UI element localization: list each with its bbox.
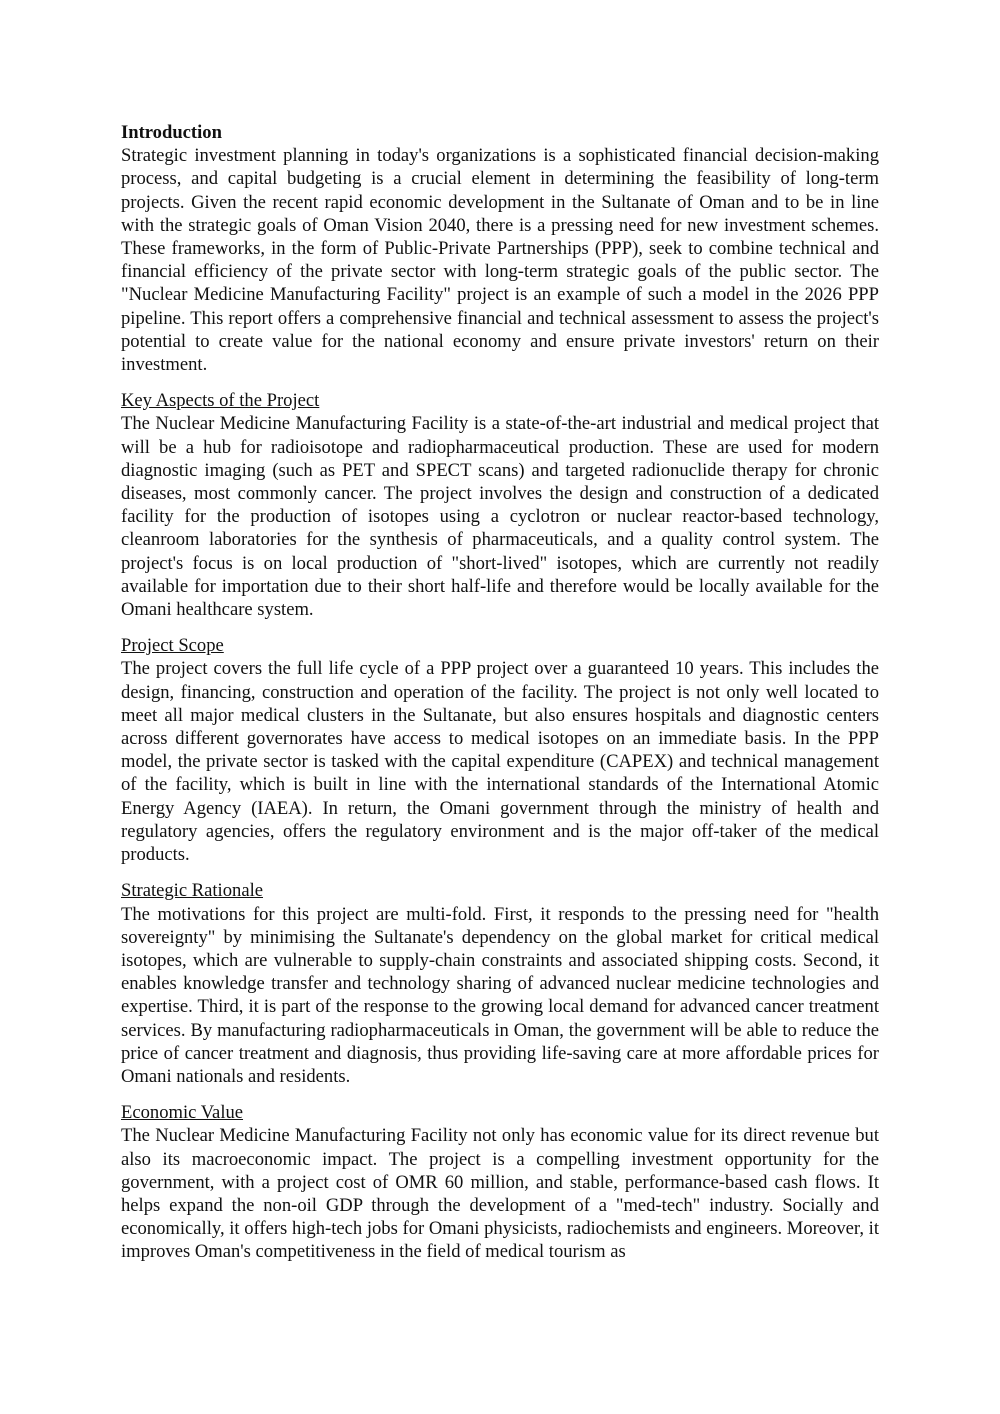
section-key-aspects [121,389,879,621]
intro-paragraph: Strategic investment planning in today's organizations is a sophisticated financial decision-making process, and capital budgeting is a crucial element in determining the feasibility of long-term projects. Given the recent rapid economic development in the Sultanate of Oman and to be in line with the strategic goals of Oman Vision 2040, there is a pressing need for new investment schemes. These frameworks, in the form of Public-Private Partnerships (PPP), seek to combine technical and financial efficiency of the private sector with long-term strategic goals of the public sector. The "Nuclear Medicine Manufacturing Facility" project is an example of such a model in the 2026 PPP pipeline. This report offers a comprehensive financial and technical assessment to assess the project's potential to create value for the national economy and ensure private investors' return on their investment. [121,145,879,376]
section-heading: Strategic Rationale [121,880,263,902]
section-paragraph: The motivations for this project are multi-fold. First, it responds to the pressing need for "health sovereignty" by minimising the Sultanate's dependency on the global market for critical medical isotopes, which are vulnerable to supply-chain constraints and associated shipping costs. Second, it enables knowledge transfer and technology sharing of advanced nuclear medicine technologies and expertise. Third, it is part of the response to the growing local demand for advanced cancer treatment services. By manufacturing radiopharmaceuticals in Oman, the government will be able to reduce the price of cancer treatment and diagnosis, thus providing life-saving care at more affordable prices for Omani nationals and residents. [121,903,879,1087]
section-paragraph: The Nuclear Medicine Manufacturing Facility not only has economic value for its direct revenue but also its macroeconomic impact. The project is a compelling investment opportunity for the government, with a project cost of OMR 60 million, and stable, performance-based cash flows. It helps expand the non-oil GDP through the development of a "med-tech" industry. Socially and economically, it offers high-tech jobs for Omani physicists, radiochemists and engineers. Moreover, it improves Oman's competitiveness in the field of medical tourism as [121,1125,879,1263]
section-heading: Economic Value [121,1102,244,1124]
section-strategic-rationale [121,879,879,1088]
document-page [121,121,879,1277]
section-heading: Key Aspects of the Project [121,390,320,412]
document-title: Introduction [121,122,222,143]
section-economic-value [121,1101,879,1263]
section-project-scope [121,634,879,866]
section-heading: Project Scope [121,635,224,657]
section-paragraph: The Nuclear Medicine Manufacturing Facility is a state-of-the-art industrial and medical project that will be a hub for radioisotope and radiopharmaceutical production. These are used for modern diagnostic imaging (such as PET and SPECT scans) and targeted radionuclide therapy for chronic diseases, most commonly cancer. The project involves the design and construction of a dedicated facility for the production of isotopes using a cyclotron or nuclear reactor-based technology, cleanroom laboratories for the synthesis of pharmaceuticals, and a quality control system. The project's focus is on local production of "short-lived" isotopes, which are currently not readily available for importation due to their short half-life and therefore would be locally available for the Omani healthcare system. [121,413,879,621]
section-paragraph: The project covers the full life cycle of a PPP project over a guaranteed 10 years. This includes the design, financing, construction and operation of the facility. The project is not only well located to meet all major medical clusters in the Sultanate, but also ensures hospitals and diagnostic centers across different governorates have access to medical isotopes on an immediate basis. In the PPP model, the private sector is tasked with the capital expenditure (CAPEX) and technical management of the facility, which is built in line with the international standards of the International Atomic Energy Agency (IAEA). In return, the Omani government through the ministry of health and regulatory agencies, offers the regulatory environment and is the major off-taker of the medical products. [121,658,879,866]
